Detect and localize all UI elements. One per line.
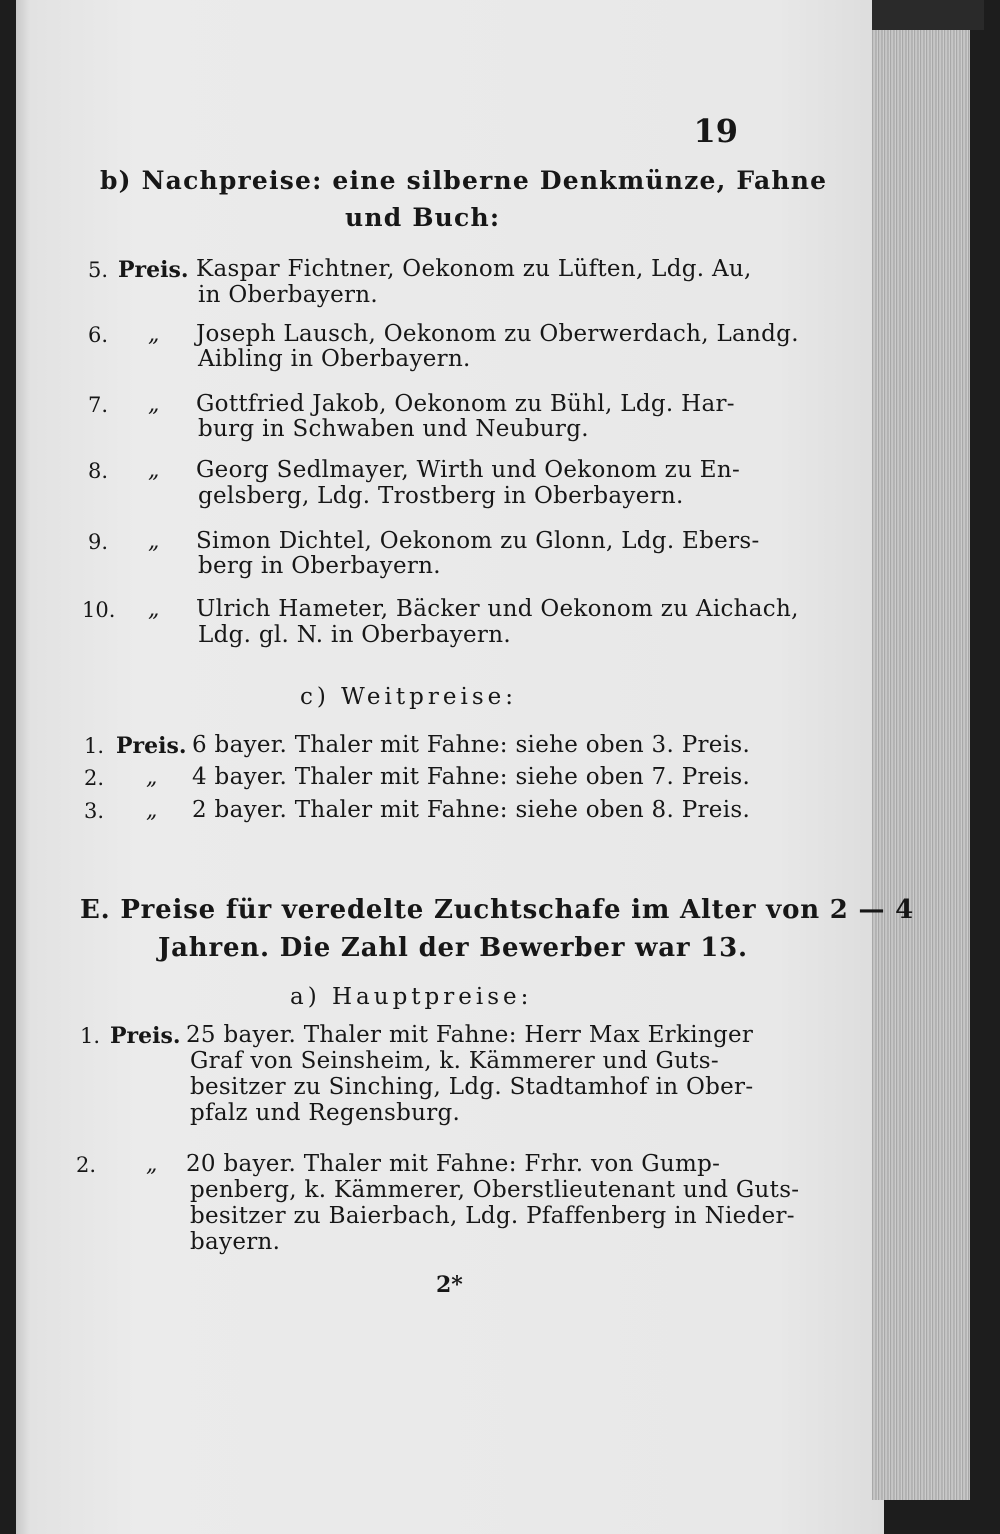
entry-text: 6 bayer. Thaler mit Fahne: siehe oben 3. Preis.: [192, 732, 751, 758]
entry-text-line1: Gottfried Jakob, Oekonom zu Bühl, Ldg. Har-: [196, 391, 735, 417]
ditto-mark: „: [148, 597, 160, 622]
entry-text-line2: in Oberbayern.: [198, 282, 379, 308]
entry-number: 1.: [84, 734, 105, 758]
ditto-mark: „: [146, 765, 158, 790]
entry-number: 7.: [88, 393, 109, 417]
entry-text-line2: Ldg. gl. N. in Oberbayern.: [198, 622, 511, 648]
page-number: 19: [693, 112, 738, 150]
section-b-heading-line1: b) Nachpreise: eine silberne Denkmünze, Fahne: [100, 166, 828, 195]
entry-text: 4 bayer. Thaler mit Fahne: siehe oben 7. Preis.: [192, 764, 751, 790]
entry-text-line: penberg, k. Kämmerer, Oberstlieutenant und Guts-: [190, 1177, 800, 1203]
entry-text-line2: Aibling in Oberbayern.: [198, 346, 471, 372]
entry-number: 6.: [88, 323, 109, 347]
signature-mark: 2*: [436, 1272, 463, 1298]
entry-number: 5.: [88, 258, 109, 282]
entry-text-line1: Kaspar Fichtner, Oekonom zu Lüften, Ldg. Au,: [196, 256, 752, 282]
section-c-heading: c) Weitpreise:: [300, 684, 517, 710]
section-e-heading-line2: Jahren. Die Zahl der Bewerber war 13.: [158, 933, 748, 963]
entry-text-line: pfalz und Regensburg.: [190, 1100, 461, 1126]
entry-label: Preis.: [110, 1023, 181, 1049]
entry-text-line: besitzer zu Baierbach, Ldg. Pfaffenberg in Nieder-: [190, 1203, 795, 1229]
section-b-heading-line2: und Buch:: [345, 203, 501, 232]
entry-number: 9.: [88, 530, 109, 554]
entry-text-line1: Georg Sedlmayer, Wirth und Oekonom zu En-: [196, 457, 741, 483]
entry-text-line: Graf von Seinsheim, k. Kämmerer und Guts-: [190, 1048, 719, 1074]
entry-text: 2 bayer. Thaler mit Fahne: siehe oben 8. Preis.: [192, 797, 751, 823]
section-e-subheading: a) Hauptpreise:: [290, 984, 533, 1010]
book-spine-dark: [872, 0, 984, 30]
entry-text-line1: Simon Dichtel, Oekonom zu Glonn, Ldg. Ebers-: [196, 528, 760, 554]
entry-text-line: 20 bayer. Thaler mit Fahne: Frhr. von Gump-: [186, 1151, 721, 1177]
section-e-heading-line1: E. Preise für veredelte Zuchtschafe im Alter von 2 — 4: [80, 895, 915, 925]
entry-label: Preis.: [118, 257, 189, 283]
entry-text-line2: berg in Oberbayern.: [198, 553, 441, 579]
page-edges: [872, 30, 970, 1500]
ditto-mark: „: [148, 322, 160, 347]
entry-number: 1.: [80, 1024, 101, 1048]
entry-text-line: bayern.: [190, 1229, 281, 1255]
entry-number: 10.: [82, 598, 116, 622]
ditto-mark: „: [148, 529, 160, 554]
entry-label: Preis.: [116, 733, 187, 759]
entry-number: 8.: [88, 459, 109, 483]
ditto-mark: „: [148, 392, 160, 417]
ditto-mark: „: [146, 798, 158, 823]
entry-number: 3.: [84, 799, 105, 823]
entry-text-line1: Ulrich Hameter, Bäcker und Oekonom zu Aichach,: [196, 596, 799, 622]
entry-text-line2: gelsberg, Ldg. Trostberg in Oberbayern.: [198, 483, 684, 509]
entry-number: 2.: [76, 1153, 97, 1177]
entry-text-line: besitzer zu Sinching, Ldg. Stadtamhof in Ober-: [190, 1074, 754, 1100]
ditto-mark: „: [146, 1152, 158, 1177]
entry-text-line2: burg in Schwaben und Neuburg.: [198, 416, 589, 442]
entry-text-line1: Joseph Lausch, Oekonom zu Oberwerdach, Landg.: [196, 321, 799, 347]
entry-number: 2.: [84, 766, 105, 790]
ditto-mark: „: [148, 458, 160, 483]
entry-text-line: 25 bayer. Thaler mit Fahne: Herr Max Erkinger: [186, 1022, 754, 1048]
